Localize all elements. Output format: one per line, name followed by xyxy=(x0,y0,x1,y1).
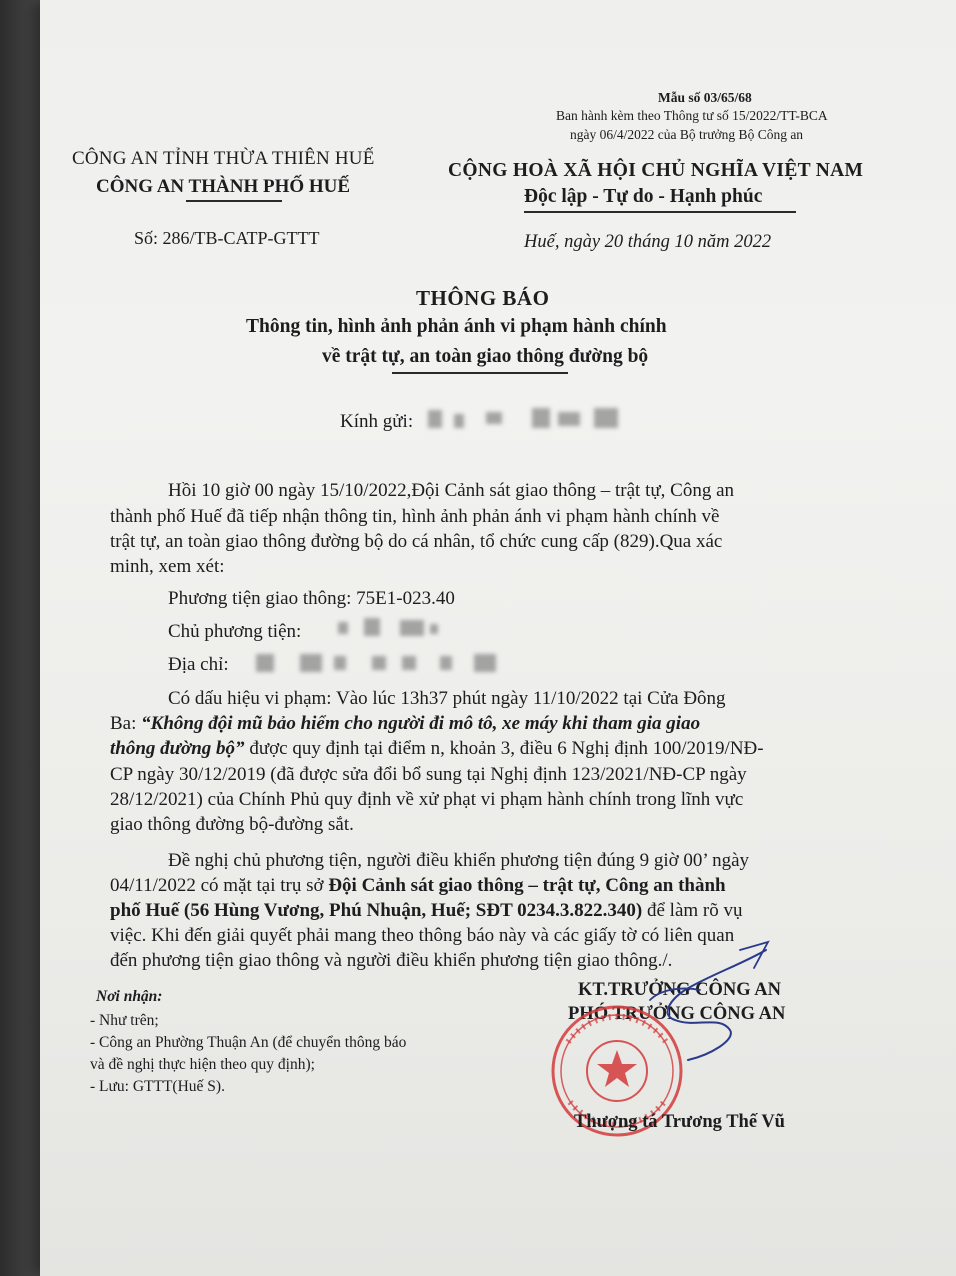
redacted-addressee xyxy=(486,412,502,424)
addressee-label: Kính gửi: xyxy=(340,411,414,432)
redacted-addressee xyxy=(428,410,442,428)
recipient-item: - Như trên; xyxy=(90,1012,159,1029)
redacted-address xyxy=(474,654,496,672)
office-address: phố Huế (56 Hùng Vương, Phú Nhuận, Huế; SĐT 0234.3.822.340) xyxy=(110,900,643,921)
document-title: THÔNG BÁO xyxy=(416,286,550,310)
request-line xyxy=(110,873,726,898)
nation-title: CỘNG HOÀ XÃ HỘI CHỦ NGHĨA VIỆT NAM xyxy=(448,160,864,181)
owner-label: Chủ phương tiện: xyxy=(168,621,302,642)
title-underline xyxy=(392,372,568,374)
redacted-owner xyxy=(400,620,424,636)
request-line: việc. Khi đến giải quyết phải mang theo thông báo này và các giấy tờ có liên quan xyxy=(110,925,735,946)
title-line-1: Thông tin, hình ảnh phản ánh vi phạm hành chính xyxy=(246,316,667,337)
agency-underline xyxy=(186,200,282,202)
redacted-addressee xyxy=(532,408,550,428)
violation-legal-ref: được quy định tại điểm n, khoản 3, điều 6 Nghị định 100/2019/NĐ- xyxy=(244,738,764,759)
recipient-item: và đề nghị thực hiện theo quy định); xyxy=(90,1056,315,1073)
request-date: 04/11/2022 có mặt tại trụ sở xyxy=(110,875,329,896)
national-motto: Độc lập - Tự do - Hạnh phúc xyxy=(524,186,763,207)
document-number: Số: 286/TB-CATP-GTTT xyxy=(134,228,320,248)
redacted-owner xyxy=(364,618,380,636)
redacted-addressee xyxy=(454,414,464,428)
violation-line xyxy=(110,736,764,761)
form-issued-with: Ban hành kèm theo Thông tư số 15/2022/TT-BCA xyxy=(556,108,828,123)
redacted-address xyxy=(440,656,452,670)
intro-line: trật tự, an toàn giao thông đường bộ do cá nhân, tổ chức cung cấp (829).Qua xác xyxy=(110,531,723,552)
violation-line: giao thông đường bộ-đường sắt. xyxy=(110,814,354,835)
violation-line xyxy=(110,711,700,736)
title-line-2: về trật tự, an toàn giao thông đường bộ xyxy=(322,346,649,367)
redacted-owner xyxy=(430,624,438,634)
intro-line: minh, xem xét: xyxy=(110,556,225,577)
signature-title-1: KT.TRƯỞNG CÔNG AN xyxy=(578,980,781,1000)
request-purpose: để làm rõ vụ xyxy=(642,900,743,921)
recipient-item: - Công an Phường Thuận An (để chuyển thông báo xyxy=(90,1034,407,1051)
form-issued-date: ngày 06/4/2022 của Bộ trưởng Bộ Công an xyxy=(570,127,804,142)
redacted-owner xyxy=(338,622,348,634)
redacted-addressee xyxy=(558,412,580,426)
agency-name: CÔNG AN THÀNH PHỐ HUẾ xyxy=(96,176,351,197)
address-label: Địa chỉ: xyxy=(168,654,229,675)
request-line: đến phương tiện giao thông và người điều khiển phương tiện giao thông./. xyxy=(110,950,673,971)
redacted-address xyxy=(402,656,416,670)
request-line: Đề nghị chủ phương tiện, người điều khiển phương tiện đúng 9 giờ 00’ ngày xyxy=(168,850,750,871)
intro-line: thành phố Huế đã tiếp nhận thông tin, hình ảnh phản ánh vi phạm hành chính về xyxy=(110,506,720,527)
form-code: Mẫu số 03/65/68 xyxy=(658,90,752,105)
violation-line: 28/12/2021) của Chính Phủ quy định về xử phạt vi phạm hành chính trong lĩnh vực xyxy=(110,789,744,810)
recipients-heading: Nơi nhận: xyxy=(96,988,163,1005)
redacted-address xyxy=(372,656,386,670)
motto-underline xyxy=(524,211,796,213)
violation-line: Có dấu hiệu vi phạm: Vào lúc 13h37 phút ngày 11/10/2022 tại Cửa Đông xyxy=(168,688,726,709)
vehicle-plate: Phương tiện giao thông: 75E1-023.40 xyxy=(168,588,455,609)
violation-line: CP ngày 30/12/2019 (đã được sửa đổi bổ sung tại Nghị định 123/2021/NĐ-CP ngày xyxy=(110,764,747,785)
redacted-address xyxy=(334,656,346,670)
redacted-address xyxy=(256,654,274,672)
request-office: Đội Cảnh sát giao thông – trật tự, Công an thành xyxy=(328,875,726,896)
redacted-address xyxy=(300,654,322,672)
violation-description-end: thông đường bộ” xyxy=(110,738,245,759)
ministry-name: CÔNG AN TỈNH THỪA THIÊN HUẾ xyxy=(72,148,375,169)
redacted-addressee xyxy=(594,408,618,428)
violation-location: Ba: xyxy=(110,713,142,734)
issue-date: Huế, ngày 20 tháng 10 năm 2022 xyxy=(524,232,772,252)
handwritten-signature xyxy=(590,920,830,1100)
recipient-item: - Lưu: GTTT(Huế S). xyxy=(90,1078,225,1095)
signature-title-2: PHÓ TRƯỞNG CÔNG AN xyxy=(568,1004,786,1024)
signer-name: Thượng tá Trương Thế Vũ xyxy=(574,1112,785,1132)
violation-description: “Không đội mũ bảo hiểm cho người đi mô tô, xe máy khi tham gia giao xyxy=(141,713,701,734)
intro-line: Hồi 10 giờ 00 ngày 15/10/2022,Đội Cảnh sát giao thông – trật tự, Công an xyxy=(168,480,735,501)
